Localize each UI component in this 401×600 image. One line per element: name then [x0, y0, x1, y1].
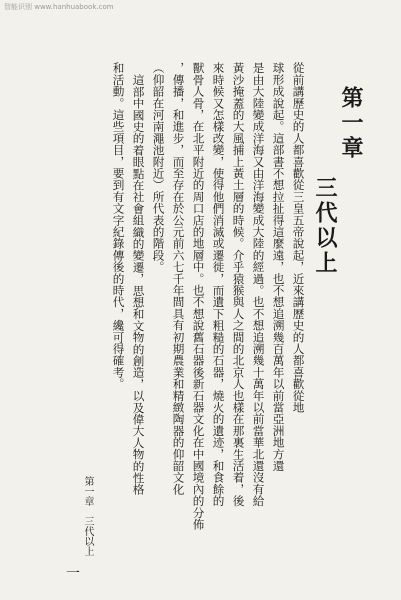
page-number: 一	[66, 566, 80, 582]
paragraph-1-line-7: ，傳播，和進步，而至存在於公元前六七千年間具有初期農業和精緻陶器的仰韶文化	[171, 62, 186, 495]
paragraph-1-line-6: 獸骨人骨，在北平附近的周口店的地層中。也不想說舊石器後新石器文化在中國境內的分佈	[191, 62, 206, 530]
watermark: 智能识别 www.hanhuabook.com	[4, 3, 114, 11]
paragraph-1-line-2: 球形成說起。這部書不想拉扯得這麼遠，也不想追溯幾百萬年以前當亞洲地方還	[271, 62, 286, 472]
paragraph-1-line-1: 從前講歷史的人都喜歡從三皇五帝說起，近來講歷史的人都喜歡從地	[291, 62, 306, 413]
running-footer: 第一章 三代以上	[82, 476, 93, 556]
paragraph-1-line-4: 黃沙掩蓋的大風捕上黃土層的時候。介乎猿猴與人之間的北京人也樣在那裏生活着，後	[231, 62, 246, 507]
paragraph-2-line-2: 和活動。這些項目，要到有文字紀錄傳後的時代，纔可得確考。	[111, 62, 126, 390]
chapter-number: 第一章	[338, 86, 364, 161]
paragraph-2-line-1: 這部中國史的着眼點在社會組織的變遷，思想和文物的創造，以及偉大人物的性格	[131, 74, 146, 496]
paragraph-1-line-3: 是由大陸變成洋海又由洋海變成大陸的經過。也不想追溯幾十萬年以前當華北還沒有給	[251, 62, 266, 507]
paragraph-1-line-8: （仰韶在河南澠池附近）所代表的階段。	[151, 62, 166, 273]
chapter-title: 三代以上	[312, 176, 338, 276]
paragraph-1-line-5: 來時候又怎樣改變，使得他們消滅或遷徙，而遺下粗糙的石器，燒火的遺迹，和食餘的	[211, 62, 226, 507]
